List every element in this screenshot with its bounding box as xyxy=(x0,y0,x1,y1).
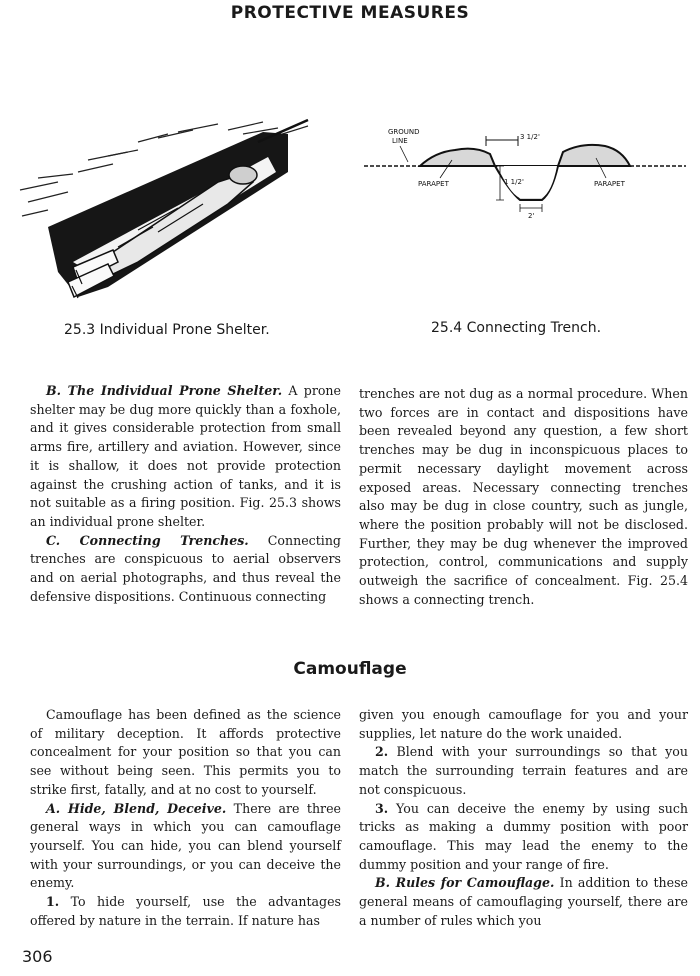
paragraph-prone-shelter xyxy=(30,382,341,532)
dim-top-label: 3 1/2' xyxy=(520,133,540,141)
parapet-right-label: PARAPET xyxy=(594,180,625,188)
body-connecting-trenches: Connecting trenches are conspicuous to aerial observers and on aerial photographs, and thus reveal the defensive dispositions. Continuous connecting xyxy=(30,532,341,604)
paragraph-item-2 xyxy=(359,743,688,799)
parapet-left-label: PARAPET xyxy=(418,180,449,188)
paragraph-item-1 xyxy=(30,893,341,930)
item-2-body: Blend with your surroundings so that you match the surrounding terrain features and are not conspicuous. xyxy=(359,744,688,797)
running-head: PROTECTIVE MEASURES xyxy=(230,3,470,23)
paragraph-item-1-cont: given you enough camouflage for you and your supplies, let nature do the work unaided. xyxy=(359,707,688,741)
body-hide-blend-deceive: There are three general ways in which you can camouflage yourself. You can hide, you can blend yourself with your surroundings, or you can deceive the enemy. xyxy=(30,800,341,891)
figure-caption-connecting-trench: 25.4 Connecting Trench. xyxy=(431,320,602,336)
paragraph-connecting-trenches-cont: trenches are not dug as a normal procedure. When two forces are in contact and dispositions have been revealed beyond any question, a few short trenches may be dug in inconspicuous places to permit necessary daylight movement across exposed areas. Necessary connecting trenches also may be dug in close country, such as jungle, where the position probably will not be disclosed. Further, they may be dug whenever the improved protection, control, communications and supply outweigh the sacrifice of concealment. Fig. 25.4 shows a connecting trench. xyxy=(359,386,688,607)
text-column-top-right xyxy=(359,385,688,609)
item-3-body: You can deceive the enemy by using such tricks as making a dummy position with poor camouflage. This may lead the enemy to the dummy position and your range of fire. xyxy=(359,800,688,872)
runin-connecting-trenches: C. Connecting Trenches. xyxy=(46,532,249,548)
paragraph-hide-blend-deceive xyxy=(30,800,341,894)
paragraph-connecting-trenches xyxy=(30,532,341,607)
runin-hide-blend-deceive: A. Hide, Blend, Deceive. xyxy=(46,800,227,816)
item-3-number: 3. xyxy=(375,800,389,816)
item-2-number: 2. xyxy=(375,744,389,760)
figure-caption-prone-shelter: 25.3 Individual Prone Shelter. xyxy=(64,322,270,338)
text-column-top-left xyxy=(30,382,341,606)
runin-rules-camouflage: B. Rules for Camouflage. xyxy=(375,875,555,891)
item-1-body: To hide yourself, use the advantages offered by nature in the terrain. If nature has xyxy=(30,894,341,928)
prone-shelter-illustration xyxy=(18,112,318,302)
dim-mid-label: 1 1/2' xyxy=(504,178,524,186)
page-number: 306 xyxy=(22,947,53,966)
paragraph-rules xyxy=(359,874,688,930)
connecting-trench-diagram xyxy=(360,122,690,222)
dim-bottom-label: 2' xyxy=(528,212,535,220)
line-label: LINE xyxy=(392,137,408,145)
ground-label: GROUND xyxy=(388,128,420,136)
section-heading-camouflage: Camouflage xyxy=(293,659,407,679)
paragraph-item-3 xyxy=(359,800,688,875)
paragraph-camouflage-intro: Camouflage has been defined as the science of military deception. It affords protective concealment for your position so that you can see without being seen. This permits you to strike first, fatally, and at no cost to yourself. xyxy=(30,707,341,797)
text-column-bottom-right xyxy=(359,706,688,930)
text-column-bottom-left xyxy=(30,706,341,930)
item-1-number: 1. xyxy=(46,894,60,910)
body-prone-shelter: A prone shelter may be dug more quickly than a foxhole, and it gives considerable protection from small arms fire, artillery and aviation. However, since it is shallow, it does not provide protection against the crushing action of tanks, and it is not suitable as a firing position. Fig. 25.3 shows an individual prone shelter. xyxy=(30,383,341,529)
body-rules-camouflage: In addition to these general means of camouflaging yourself, there are a number of rules which you xyxy=(359,875,688,928)
runin-prone-shelter: B. The Individual Prone Shelter. xyxy=(46,383,283,398)
